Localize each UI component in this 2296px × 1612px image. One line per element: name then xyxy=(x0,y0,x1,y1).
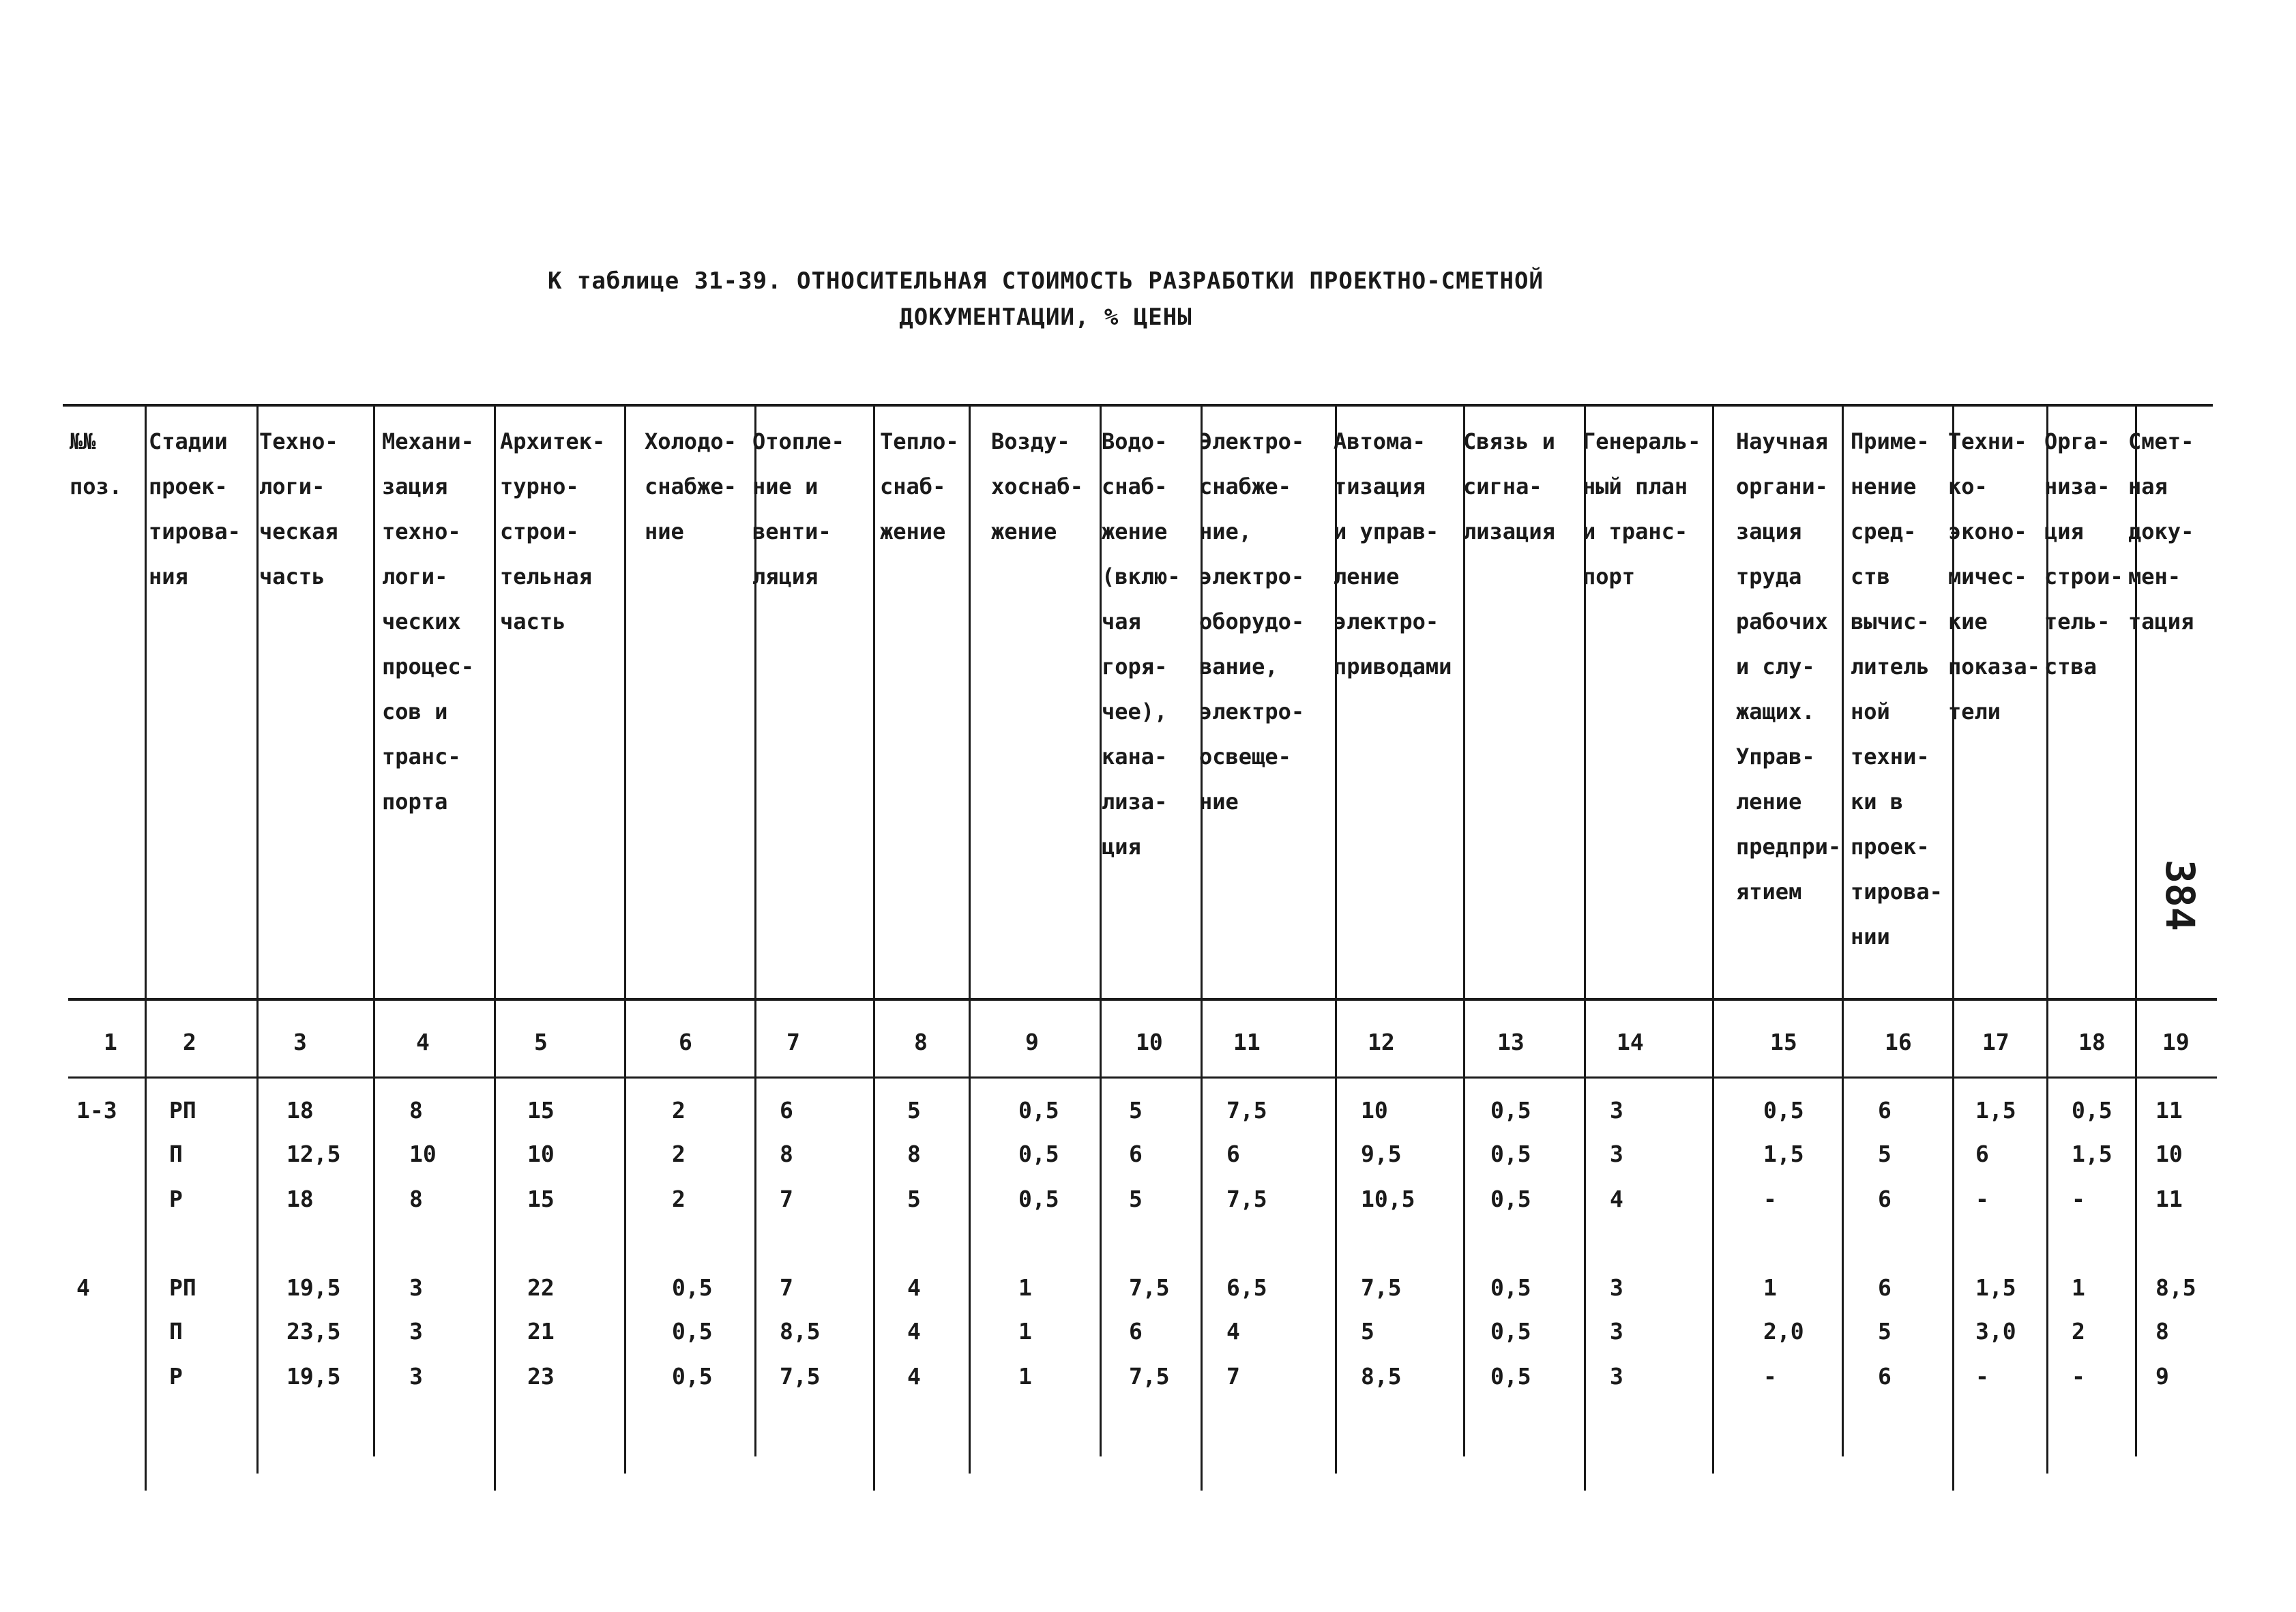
column-rule xyxy=(1463,407,1465,1456)
table-cell: 2 xyxy=(672,1186,686,1212)
table-cell: 6 xyxy=(1975,1141,1989,1167)
table-cell: 8 xyxy=(780,1141,793,1167)
column-header: Механи- зация техно- логи- ческих процес- сов и транс- порта xyxy=(382,428,474,815)
table-cell: 2 xyxy=(672,1141,686,1167)
table-cell: 0,5 xyxy=(1763,1097,1804,1124)
table-cell: 7 xyxy=(780,1274,793,1301)
stage-cell: Р xyxy=(169,1363,183,1390)
page-number: 384 xyxy=(2157,860,2203,931)
table-cell: 1 xyxy=(1018,1274,1032,1301)
table-cell: 6 xyxy=(1878,1274,1892,1301)
table-cell: 6 xyxy=(1878,1363,1892,1390)
position-cell: 4 xyxy=(76,1274,90,1301)
table-cell: 7,5 xyxy=(780,1363,821,1390)
table-cell: 4 xyxy=(1610,1186,1623,1212)
table-cell: 8 xyxy=(409,1097,423,1124)
stage-cell: РП xyxy=(169,1274,196,1301)
table-cell: - xyxy=(2072,1363,2085,1390)
table-cell: 12,5 xyxy=(286,1141,341,1167)
column-number: 11 xyxy=(1233,1029,1261,1055)
header-bottom-rule xyxy=(68,998,2217,1001)
table-cell: 1 xyxy=(1018,1318,1032,1345)
column-rule xyxy=(256,407,259,1474)
table-cell: 0,5 xyxy=(1490,1363,1531,1390)
column-header: Связь и сигна- лизация xyxy=(1463,428,1555,544)
table-cell: 1 xyxy=(1018,1363,1032,1390)
table-cell: 21 xyxy=(527,1318,555,1345)
table-cell: 3 xyxy=(1610,1363,1623,1390)
table-cell: 2 xyxy=(672,1097,686,1124)
table-cell: - xyxy=(1975,1186,1989,1212)
table-cell: 4 xyxy=(907,1363,921,1390)
stage-cell: П xyxy=(169,1318,183,1345)
table-cell: 3 xyxy=(409,1363,423,1390)
table-cell: 15 xyxy=(527,1186,555,1212)
column-header: Отопле- ние и венти- ляция xyxy=(752,428,844,589)
column-header: Стадии проек- тирова- ния xyxy=(149,428,241,589)
table-cell: 8,5 xyxy=(1361,1363,1402,1390)
table-cell: 7,5 xyxy=(1226,1186,1267,1212)
table-cell: 0,5 xyxy=(1490,1186,1531,1212)
column-number: 12 xyxy=(1368,1029,1395,1055)
column-number: 8 xyxy=(914,1029,928,1055)
table-cell: 0,5 xyxy=(1490,1318,1531,1345)
column-number: 15 xyxy=(1770,1029,1797,1055)
table-cell: 5 xyxy=(907,1097,921,1124)
column-header: Автома- тизация и управ- ление электро- приводами xyxy=(1334,428,1452,679)
table-cell: 6 xyxy=(780,1097,793,1124)
table-cell: 4 xyxy=(907,1274,921,1301)
column-number: 18 xyxy=(2078,1029,2106,1055)
column-number: 16 xyxy=(1885,1029,1912,1055)
stage-cell: Р xyxy=(169,1186,183,1212)
column-number: 13 xyxy=(1497,1029,1525,1055)
table-cell: 3 xyxy=(1610,1141,1623,1167)
table-cell: 10 xyxy=(2155,1141,2183,1167)
column-header: Архитек- турно- строи- тельная часть xyxy=(500,428,606,634)
table-cell: 19,5 xyxy=(286,1363,341,1390)
table-cell: 10 xyxy=(1361,1097,1388,1124)
column-header: Смет- ная доку- мен- тация xyxy=(2128,428,2194,634)
table-cell: 0,5 xyxy=(1018,1097,1059,1124)
column-header: Техни- ко- эконо- мичес- кие показа- тели xyxy=(1948,428,2040,724)
stage-cell: РП xyxy=(169,1097,196,1124)
table-cell: 10,5 xyxy=(1361,1186,1415,1212)
column-header: Орга- низа- ция строи- тель- ства xyxy=(2044,428,2123,679)
table-cell: - xyxy=(2072,1186,2085,1212)
column-number: 9 xyxy=(1025,1029,1039,1055)
table-cell: 10 xyxy=(409,1141,437,1167)
column-number: 19 xyxy=(2162,1029,2190,1055)
table-cell: 6 xyxy=(1878,1186,1892,1212)
column-number: 5 xyxy=(534,1029,548,1055)
table-cell: 23 xyxy=(527,1363,555,1390)
table-cell: 0,5 xyxy=(672,1363,713,1390)
table-cell: 3 xyxy=(409,1318,423,1345)
column-rule xyxy=(494,407,496,1491)
column-number: 17 xyxy=(1982,1029,2010,1055)
column-rule xyxy=(1712,407,1714,1474)
column-header: Холодо- снабже- ние xyxy=(645,428,737,544)
column-rule xyxy=(624,407,626,1474)
table-cell: 5 xyxy=(1361,1318,1374,1345)
table-cell: 4 xyxy=(1226,1318,1240,1345)
table-cell: 4 xyxy=(907,1318,921,1345)
table-cell: 2,0 xyxy=(1763,1318,1804,1345)
table-cell: 0,5 xyxy=(672,1318,713,1345)
table-cell: 0,5 xyxy=(1490,1097,1531,1124)
column-header: Водо- снаб- жение (вклю- чая горя- чее), кана- лиза- ция xyxy=(1102,428,1181,860)
table-cell: 1 xyxy=(2072,1274,2085,1301)
table-cell: 18 xyxy=(286,1186,314,1212)
table-cell: 6 xyxy=(1226,1141,1240,1167)
column-header: Генераль- ный план и транс- порт xyxy=(1583,428,1701,589)
column-header: Электро- снабже- ние, электро- оборудо- вание, электро- освеще- ние xyxy=(1199,428,1305,815)
column-header: Научная органи- зация труда рабочих и слу- жащих. Управ- ление предпри- ятием xyxy=(1736,428,1842,905)
table-cell: 11 xyxy=(2155,1097,2183,1124)
column-number: 14 xyxy=(1617,1029,1644,1055)
table-cell: 0,5 xyxy=(1490,1274,1531,1301)
table-cell: 0,5 xyxy=(1018,1186,1059,1212)
stage-cell: П xyxy=(169,1141,183,1167)
table-cell: 8,5 xyxy=(780,1318,821,1345)
table-cell: 6 xyxy=(1129,1141,1143,1167)
column-number: 2 xyxy=(183,1029,196,1055)
table-cell: 1,5 xyxy=(1975,1274,2016,1301)
table-cell: 8 xyxy=(2155,1318,2169,1345)
table-cell: 6 xyxy=(1129,1318,1143,1345)
column-number: 3 xyxy=(293,1029,307,1055)
table-cell: 3 xyxy=(1610,1097,1623,1124)
table-cell: - xyxy=(1975,1363,1989,1390)
table-cell: 18 xyxy=(286,1097,314,1124)
column-number: 1 xyxy=(104,1029,117,1055)
document-subtitle: ДОКУМЕНТАЦИИ, % ЦЕНЫ xyxy=(899,304,1192,331)
table-cell: 8 xyxy=(907,1141,921,1167)
table-cell: 7,5 xyxy=(1226,1097,1267,1124)
table-cell: 10 xyxy=(527,1141,555,1167)
table-cell: 6,5 xyxy=(1226,1274,1267,1301)
table-cell: 1,5 xyxy=(1975,1097,2016,1124)
table-cell: 2 xyxy=(2072,1318,2085,1345)
column-rule xyxy=(373,407,375,1456)
table-cell: 5 xyxy=(907,1186,921,1212)
column-header: Техно- логи- ческая часть xyxy=(259,428,338,589)
table-cell: 22 xyxy=(527,1274,555,1301)
column-header: Возду- хоснаб- жение xyxy=(991,428,1083,544)
table-cell: 5 xyxy=(1129,1097,1143,1124)
table-cell: 3,0 xyxy=(1975,1318,2016,1345)
table-cell: 9,5 xyxy=(1361,1141,1402,1167)
table-cell: 9 xyxy=(2155,1363,2169,1390)
document-title: К таблице 31-39. ОТНОСИТЕЛЬНАЯ СТОИМОСТЬ РАЗРАБОТКИ ПРОЕКТНО-СМЕТНОЙ xyxy=(548,267,1544,295)
column-number: 6 xyxy=(679,1029,692,1055)
table-cell: 19,5 xyxy=(286,1274,341,1301)
column-rule xyxy=(1842,407,1844,1456)
table-cell: 7,5 xyxy=(1361,1274,1402,1301)
table-cell: 6 xyxy=(1878,1097,1892,1124)
table-cell: 8 xyxy=(409,1186,423,1212)
table-cell: 5 xyxy=(1878,1141,1892,1167)
table-top-rule xyxy=(63,404,2213,407)
table-cell: 1,5 xyxy=(2072,1141,2113,1167)
column-rule xyxy=(969,407,971,1474)
table-cell: 3 xyxy=(409,1274,423,1301)
table-cell: 3 xyxy=(1610,1318,1623,1345)
column-rule xyxy=(873,407,875,1491)
table-cell: - xyxy=(1763,1363,1777,1390)
table-cell: 7 xyxy=(780,1186,793,1212)
table-cell: 15 xyxy=(527,1097,555,1124)
table-cell: 7,5 xyxy=(1129,1363,1170,1390)
column-header: Тепло- снаб- жение xyxy=(880,428,959,544)
column-number-rule xyxy=(68,1076,2217,1079)
table-cell: 3 xyxy=(1610,1274,1623,1301)
table-cell: 7,5 xyxy=(1129,1274,1170,1301)
table-cell: 11 xyxy=(2155,1186,2183,1212)
table-cell: 0,5 xyxy=(1018,1141,1059,1167)
table-cell: 23,5 xyxy=(286,1318,341,1345)
table-cell: 5 xyxy=(1129,1186,1143,1212)
column-header: Приме- нение сред- ств вычис- литель ной техни- ки в проек- тирова- нии xyxy=(1851,428,1943,950)
column-number: 7 xyxy=(786,1029,800,1055)
column-number: 4 xyxy=(416,1029,430,1055)
table-cell: 0,5 xyxy=(1490,1141,1531,1167)
table-cell: - xyxy=(1763,1186,1777,1212)
column-rule xyxy=(145,407,147,1491)
table-cell: 5 xyxy=(1878,1318,1892,1345)
table-cell: 1,5 xyxy=(1763,1141,1804,1167)
position-cell: 1-3 xyxy=(76,1097,117,1124)
column-number: 10 xyxy=(1136,1029,1163,1055)
table-cell: 7 xyxy=(1226,1363,1240,1390)
column-header: №№ поз. xyxy=(70,428,123,499)
table-cell: 0,5 xyxy=(2072,1097,2113,1124)
table-cell: 1 xyxy=(1763,1274,1777,1301)
table-cell: 8,5 xyxy=(2155,1274,2196,1301)
table-cell: 0,5 xyxy=(672,1274,713,1301)
